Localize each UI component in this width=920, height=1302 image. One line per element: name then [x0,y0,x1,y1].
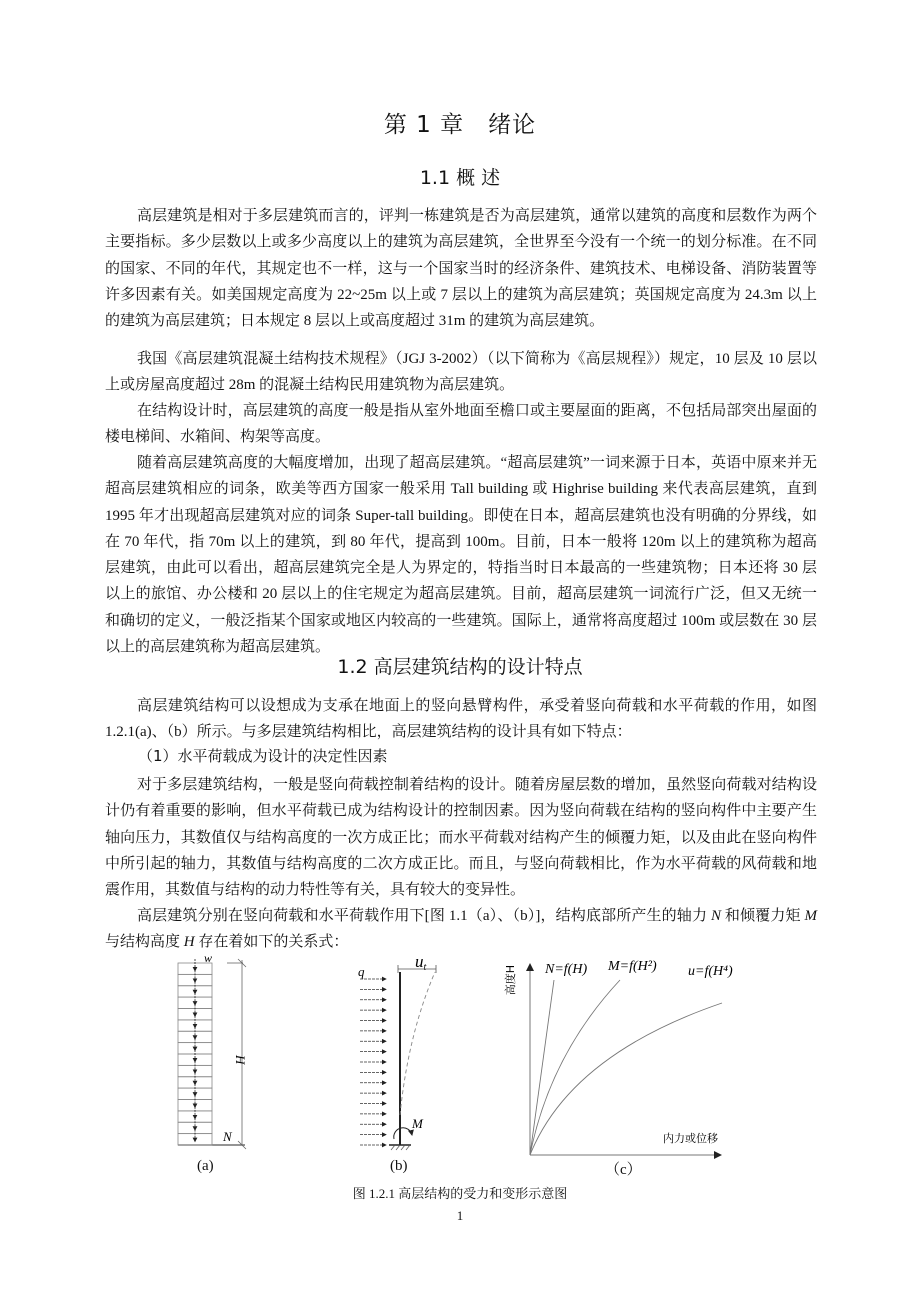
label-w: w [204,951,213,965]
curve-label-n: N=f(H) [545,962,588,977]
label-q: q [358,964,365,979]
var-h: H [183,934,195,951]
curve-label-u: u=f(H⁴) [688,964,733,979]
var-n: N [710,908,721,924]
figure-diagram [150,945,770,1180]
section-title-1-1: 1.1 概 述 [419,167,501,189]
text-span: 存在着如下的关系式： [194,934,349,951]
chapter-title: 第 1 章 绪论 [383,112,537,138]
paragraph: 我国《高层建筑混凝土结构技术规程》（JGJ 3-2002）（以下简称为《高层规程》）规定，10 层及 10 层以上或房屋高度超过 28m 的混凝土结构民用建筑物为高层建筑。 [105,351,817,394]
paragraph: 对于多层建筑结构，一般是竖向荷载控制着结构的设计。随着房屋层数的增加，虽然竖向荷载对结构设计仍有着重要的影响，但水平荷载已成为结构设计的控制因素。因为竖向荷载在结构的竖向构件中主要产生轴向压力，其数值仅与结构高度的一次方成正比；而水平荷载对结构产生的倾覆力矩，以及由此在竖向构件中所引起的轴力，其数值与结构高度的二次方成正比。而且，与竖向荷载相比，作为水平荷载的风荷载和地震作用，其数值与结构的动力特性等有关，具有较大的变异性。 [105,777,817,899]
label-n: N [223,1129,232,1144]
figure-1-2-1 [150,945,770,1180]
panel-a-label: (a) [197,1158,214,1174]
panel-b-cantilever [360,979,386,1145]
figure-caption: 图 1.2.1 高层结构的受力和变形示意图 [352,1186,568,1201]
text-span: 和倾覆力矩 [721,908,805,924]
panel-c-label: （c） [605,1162,642,1178]
text-span: 高层建筑分别在竖向荷载和水平荷载作用下[图 1.1（a）、（b）]，结构底部所产生的轴力 [137,908,711,924]
paragraph: 高层建筑是相对于多层建筑而言的，评判一栋建筑是否为高层建筑，通常以建筑的高度和层数作为两个主要指标。多少层数以上或多少高度以上的建筑为高层建筑，全世界至今没有一个统一的划分标准。在不同的国家、不同的年代，其规定也不一样，这与一个国家当时的经济条件、建筑技术、电梯设备、消防装置等许多因素有关。如美国规定高度为 22~25m 以上或 7 层以上的建筑为高层建筑；英国规定高度为 24.3m 以上的建筑为高层建筑；日本规定 8 层以上或高度超过 31m 的建筑为高层建筑。 [105,208,817,330]
x-axis-label: 内力或位移 [663,1132,718,1145]
panel-b-label: (b) [390,1158,408,1174]
curve-label-m: M=f(H²) [608,959,657,974]
y-axis-label: 高度H [504,965,517,996]
paragraph: 高层建筑结构可以设想成为支承在地面上的竖向悬臂构件，承受着竖向荷载和水平荷载的作用，如图 1.2.1(a)、（b）所示。与多层建筑结构相比，高层建筑结构的设计具有如下特点： [105,698,817,741]
section-title-1-2: 1.2 高层建筑结构的设计特点 [337,656,583,678]
panel-a-building [178,959,245,1145]
text-span: 与结构高度 [105,934,184,951]
var-m: M [804,908,817,924]
subheading: （1）水平荷载成为设计的决定性因素 [138,747,388,765]
paragraph: 随着高层建筑高度的大幅度增加，出现了超高层建筑。“超高层建筑”一词来源于日本，英语中原来并无超高层建筑相应的词条，欧美等西方国家一般采用 Tall building 或 Highrise building 来代表高层建筑，直到 1995 年才出现超高层建筑对应的词条 Super-tall building。即使在日本，超高层建筑也没有明确的分界线，如在 70 年代，指 70m 以上的建筑，到 80 年代，提高到 100m。目前，日本一般将 120m 以上的建筑称为超高层建筑，由此可以看出，超高层建筑完全是人为界定的，特指当时日本最高的一些建筑物；日本还将 30 层以上的旅馆、办公楼和 20 层以上的住宅规定为超高层建筑。目前，超高层建筑一词流行广泛，但又无统一和确切的定义，一般泛指某个国家或地区内较高的一些建筑。国际上，通常将高度超过 100m 或层数在 30 层以上的高层建筑称为超高层建筑。 [105,455,817,656]
label-m: M [412,1116,423,1131]
label-height-h: H [233,1055,248,1065]
label-ut: ut [415,952,427,973]
page-number: 1 [456,1208,464,1223]
paragraph: 在结构设计时，高层建筑的高度一般是指从室外地面至檐口或主要屋面的距离，不包括局部突出屋面的楼电梯间、水箱间、构架等高度。 [105,403,817,446]
